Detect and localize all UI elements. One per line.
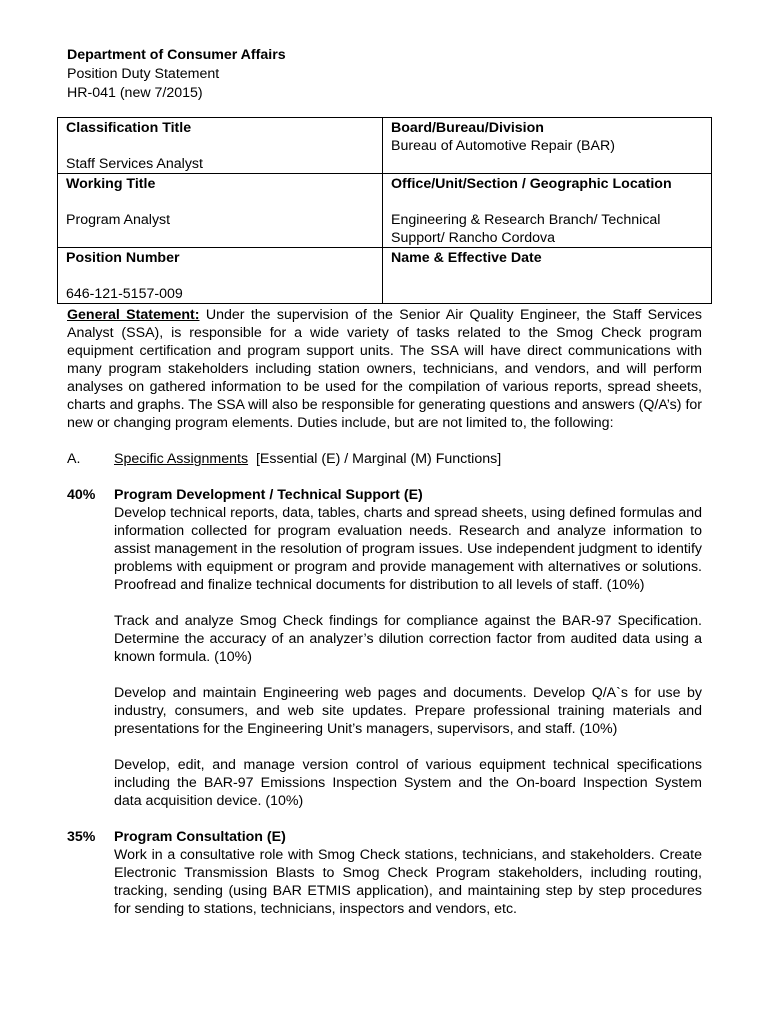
duty-paragraph: Develop technical reports, data, tables, charts and spread sheets, using defined formulas and information collected for program evaluation needs. Research and analyze information to assist management in the resolution of program issues. Use independent judgment to identify problems with equipment or program and provide management with alternatives or solutions. Proofread and finalize technical documents for distribution to all levels of staff. (10%) <box>114 505 702 593</box>
duty-item <box>67 486 702 810</box>
general-statement-text: Under the supervision of the Senior Air Quality Engineer, the Staff Services Analyst (SSA), is responsible for a wide variety of tasks related to the Smog Check program equipment certification and program support units. The SSA will have direct communications with many program stakeholders including station owners, technicians, and vendors, and will perform analyses on gathered information to be used for the compilation of various reports, spread sheets, charts and graphs. The SSA will also be responsible for generating questions and answers (Q/A’s) for new or changing program elements. Duties include, but are not limited to, the following: <box>67 307 703 431</box>
duty-title: Program Consultation (E) <box>114 829 286 845</box>
general-statement <box>67 306 702 432</box>
document-title: Position Duty Statement <box>67 66 220 82</box>
duty-percent: 35% <box>67 829 96 845</box>
classification-value: Staff Services Analyst <box>66 156 203 172</box>
board-label: Board/Bureau/Division <box>391 120 544 136</box>
section-letter: A. <box>67 451 81 467</box>
classification-label: Classification Title <box>66 120 192 136</box>
name-date-label: Name & Effective Date <box>391 250 542 266</box>
section-suffix: [Essential (E) / Marginal (M) Functions] <box>248 451 502 467</box>
office-value-line1: Engineering & Research Branch/ Technical <box>391 212 661 228</box>
section-title: Specific Assignments <box>114 451 249 467</box>
position-number-cell <box>58 248 383 304</box>
duty-item <box>67 828 702 918</box>
section-a-heading <box>67 450 702 468</box>
working-title-label: Working Title <box>66 176 156 192</box>
office-cell <box>383 174 712 248</box>
duty-paragraph: Develop and maintain Engineering web pages and documents. Develop Q/A`s for use by industry, consumers, and web site updates. Prepare professional training materials and presentations for the Engineering Unit’s managers, supervisors, and staff. (10%) <box>114 685 702 737</box>
working-title-value: Program Analyst <box>66 212 171 228</box>
position-info-table <box>57 117 712 304</box>
duty-paragraph: Work in a consultative role with Smog Check stations, technicians, and stakeholders. Create Electronic Transmission Blasts to Smog Check Program stakeholders, including routing, tracking, sending (using BAR ETMIS application), and maintaining step by step procedures for sending to stations, technicians, inspectors and vendors, etc. <box>114 847 702 917</box>
duty-paragraph: Track and analyze Smog Check findings for compliance against the BAR-97 Specification. Determine the accuracy of an analyzer’s dilution correction factor from audited data using a known formula. (10%) <box>114 613 702 665</box>
duty-percent: 40% <box>67 487 96 503</box>
general-statement-label: General Statement: <box>67 307 200 323</box>
board-cell <box>383 118 712 174</box>
office-label: Office/Unit/Section / Geographic Location <box>391 176 672 192</box>
form-number: HR-041 (new 7/2015) <box>67 85 203 101</box>
classification-cell <box>58 118 383 174</box>
duty-paragraph: Develop, edit, and manage version control of various equipment technical specifications including the BAR-97 Emissions Inspection System and the On-board Inspection System data acquisition device. (10%) <box>114 757 702 809</box>
working-title-cell <box>58 174 383 248</box>
position-number-label: Position Number <box>66 250 180 266</box>
name-date-cell <box>383 248 712 304</box>
department-name: Department of Consumer Affairs <box>67 47 286 63</box>
board-value: Bureau of Automotive Repair (BAR) <box>391 138 615 154</box>
document-header <box>67 46 286 103</box>
document-body <box>67 306 702 918</box>
position-number-value: 646-121-5157-009 <box>66 286 183 302</box>
duty-title: Program Development / Technical Support (E) <box>114 487 423 503</box>
office-value-line2: Support/ Rancho Cordova <box>391 230 556 246</box>
